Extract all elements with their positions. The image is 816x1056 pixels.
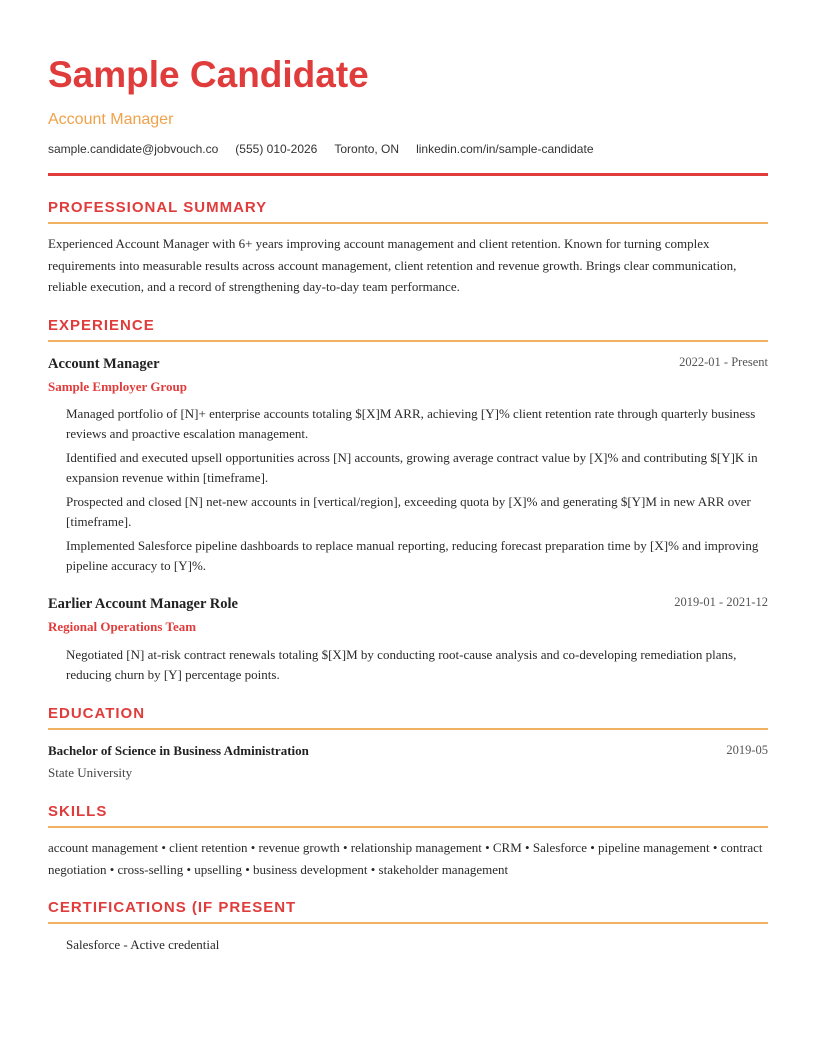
job-title: Account Manager: [48, 356, 160, 372]
job-bullets: [66, 645, 766, 689]
job-bullet: Managed portfolio of [N]+ enterprise accounts totaling $[X]M ARR, achieving [Y]% client retention rate through quarterly business reviews and proactive escalation management.: [66, 406, 756, 441]
experience-divider: [48, 340, 768, 342]
job-bullet: Prospected and closed [N] net-new accounts in [vertical/region], exceeding quota by [X]% and generating $[Y]M in new ARR over [timeframe].: [66, 494, 751, 529]
certifications-heading: CERTIFICATIONS (IF PRESENT: [48, 899, 297, 916]
job-dates: 2022-01 - Present: [679, 355, 768, 369]
education-date: 2019-05: [726, 743, 768, 757]
experience-heading: EXPERIENCE: [48, 317, 155, 334]
certification-item: Salesforce - Active credential: [66, 937, 220, 952]
skills-heading: SKILLS: [48, 803, 108, 820]
candidate-name: Sample Candidate: [48, 54, 369, 95]
contact-phone: (555) 010-2026: [235, 142, 318, 156]
contact-location: Toronto, ON: [334, 142, 400, 156]
skills-divider: [48, 826, 768, 828]
certifications-divider: [48, 922, 768, 924]
education-school: State University: [48, 765, 133, 780]
job-title: Earlier Account Manager Role: [48, 596, 238, 612]
education-heading: EDUCATION: [48, 705, 146, 722]
education-divider: [48, 728, 768, 730]
contact-email[interactable]: sample.candidate@jobvouch.co: [48, 142, 219, 156]
job-company: Regional Operations Team: [48, 619, 197, 634]
education-degree: Bachelor of Science in Business Administration: [48, 743, 309, 758]
job-bullet: Implemented Salesforce pipeline dashboards to replace manual reporting, reducing forecast preparation time by [X]% and improving pipeline accuracy to [Y]%.: [66, 538, 759, 573]
job-dates: 2019-01 - 2021-12: [674, 595, 768, 609]
certifications-list: [66, 935, 766, 959]
header-divider: [48, 173, 768, 176]
job-bullet: Identified and executed upsell opportunities across [N] accounts, growing average contract value by [X]% and contributing $[Y]K in expansion revenue within [timeframe].: [66, 450, 758, 485]
contact-line: [48, 141, 594, 157]
contact-linkedin[interactable]: linkedin.com/in/sample-candidate: [416, 142, 594, 156]
job-bullets: [66, 404, 766, 580]
skills-text: account management • client retention • revenue growth • relationship management • CRM • Salesforce • pipeline management • contract negotiation • cross-selling • upselling • business development • stakeholder management: [48, 840, 763, 877]
candidate-role: Account Manager: [48, 111, 174, 128]
job-bullet: Negotiated [N] at-risk contract renewals totaling $[X]M by conducting root-cause analysis and co-developing remediation plans, reducing churn by [Y] percentage points.: [66, 647, 737, 682]
summary-divider: [48, 222, 768, 224]
summary-text: Experienced Account Manager with 6+ years improving account management and client retention. Known for turning complex requirements into measurable results across account management, client retention and revenue growth. Brings clear communication, reliable execution, and a record of strengthening day-to-day team performance.: [48, 236, 737, 294]
job-company: Sample Employer Group: [48, 379, 187, 394]
summary-heading: PROFESSIONAL SUMMARY: [48, 199, 268, 216]
